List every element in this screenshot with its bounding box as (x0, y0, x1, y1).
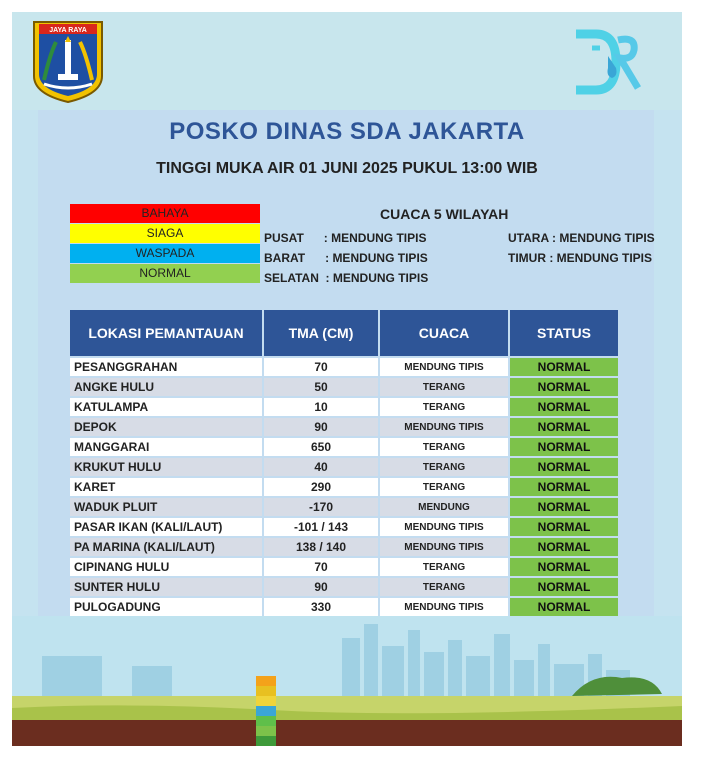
infographic-card (12, 12, 682, 746)
cell-cuaca: TERANG (378, 558, 508, 576)
cell-lokasi: PA MARINA (KALI/LAUT) (70, 538, 262, 556)
cell-tma: 50 (262, 378, 378, 396)
table-row (70, 538, 618, 556)
cell-lokasi: KRUKUT HULU (70, 458, 262, 476)
cell-tma: 90 (262, 418, 378, 436)
page-title: POSKO DINAS SDA JAKARTA (169, 118, 525, 145)
cell-status: NORMAL (508, 478, 618, 496)
cell-lokasi: ANGKE HULU (70, 378, 262, 396)
cell-status: NORMAL (508, 498, 618, 516)
table-row (70, 478, 618, 496)
cell-status: NORMAL (508, 398, 618, 416)
cell-status: NORMAL (508, 458, 618, 476)
col-header-tma: TMA (CM) (262, 310, 378, 356)
cell-status: NORMAL (508, 598, 618, 616)
table-row (70, 398, 618, 416)
col-header-lokasi: LOKASI PEMANTAUAN (70, 310, 262, 356)
legend-siaga: SIAGA (70, 224, 260, 243)
cell-cuaca: TERANG (378, 478, 508, 496)
cell-status: NORMAL (508, 578, 618, 596)
dsda-logo (572, 28, 652, 98)
table-row (70, 418, 618, 436)
cell-tma: 40 (262, 458, 378, 476)
cell-cuaca: TERANG (378, 458, 508, 476)
weather-pusat: PUSAT : MENDUNG TIPIS (264, 231, 427, 245)
cell-tma: -170 (262, 498, 378, 516)
cell-tma: 330 (262, 598, 378, 616)
table-row (70, 458, 618, 476)
cell-lokasi: MANGGARAI (70, 438, 262, 456)
cell-tma: 290 (262, 478, 378, 496)
cell-lokasi: DEPOK (70, 418, 262, 436)
cell-status: NORMAL (508, 378, 618, 396)
weather-barat: BARAT : MENDUNG TIPIS (264, 251, 428, 265)
cell-tma: 90 (262, 578, 378, 596)
cell-lokasi: KATULAMPA (70, 398, 262, 416)
cell-cuaca: MENDUNG TIPIS (378, 418, 508, 436)
cell-tma: 70 (262, 358, 378, 376)
cell-cuaca: TERANG (378, 578, 508, 596)
cell-status: NORMAL (508, 418, 618, 436)
legend-waspada: WASPADA (70, 244, 260, 263)
table-row (70, 578, 618, 596)
cell-status: NORMAL (508, 518, 618, 536)
table-row (70, 438, 618, 456)
cell-lokasi: PULOGADUNG (70, 598, 262, 616)
city-landscape-illustration (12, 616, 682, 746)
dsda-logo-text: DSDA (572, 40, 575, 41)
cell-cuaca: MENDUNG TIPIS (378, 358, 508, 376)
table-row (70, 598, 618, 616)
cell-cuaca: TERANG (378, 378, 508, 396)
water-level-table (70, 308, 618, 618)
jakarta-emblem-logo (30, 18, 106, 104)
legend-bahaya: BAHAYA (70, 204, 260, 223)
water-level-gauge (256, 676, 276, 746)
cell-tma: 70 (262, 558, 378, 576)
cell-tma: 138 / 140 (262, 538, 378, 556)
cell-tma: 650 (262, 438, 378, 456)
table-row (70, 558, 618, 576)
emblem-text: JAYA RAYA (49, 27, 87, 34)
cell-status: NORMAL (508, 358, 618, 376)
cell-status: NORMAL (508, 538, 618, 556)
cell-lokasi: PASAR IKAN (KALI/LAUT) (70, 518, 262, 536)
table-row (70, 358, 618, 376)
weather-timur: TIMUR : MENDUNG TIPIS (508, 251, 652, 265)
cell-cuaca: MENDUNG TIPIS (378, 518, 508, 536)
cell-lokasi: PESANGGRAHAN (70, 358, 262, 376)
cell-status: NORMAL (508, 558, 618, 576)
table-row (70, 378, 618, 396)
cell-lokasi: WADUK PLUIT (70, 498, 262, 516)
cell-cuaca: TERANG (378, 398, 508, 416)
weather-utara: UTARA : MENDUNG TIPIS (508, 231, 655, 245)
cell-lokasi: SUNTER HULU (70, 578, 262, 596)
cell-cuaca: MENDUNG TIPIS (378, 538, 508, 556)
cell-status: NORMAL (508, 438, 618, 456)
col-header-status: STATUS (508, 310, 618, 356)
legend-normal: NORMAL (70, 264, 260, 283)
cell-tma: -101 / 143 (262, 518, 378, 536)
weather-selatan: SELATAN : MENDUNG TIPIS (264, 271, 429, 285)
table-row (70, 518, 618, 536)
page-subtitle: TINGGI MUKA AIR 01 JUNI 2025 PUKUL 13:00 WIB (156, 160, 538, 177)
cell-tma: 10 (262, 398, 378, 416)
cell-cuaca: MENDUNG TIPIS (378, 598, 508, 616)
table-row (70, 498, 618, 516)
cell-lokasi: KARET (70, 478, 262, 496)
cell-cuaca: MENDUNG (378, 498, 508, 516)
cell-lokasi: CIPINANG HULU (70, 558, 262, 576)
col-header-cuaca: CUACA (378, 310, 508, 356)
weather-title: CUACA 5 WILAYAH (380, 206, 509, 222)
cell-cuaca: TERANG (378, 438, 508, 456)
